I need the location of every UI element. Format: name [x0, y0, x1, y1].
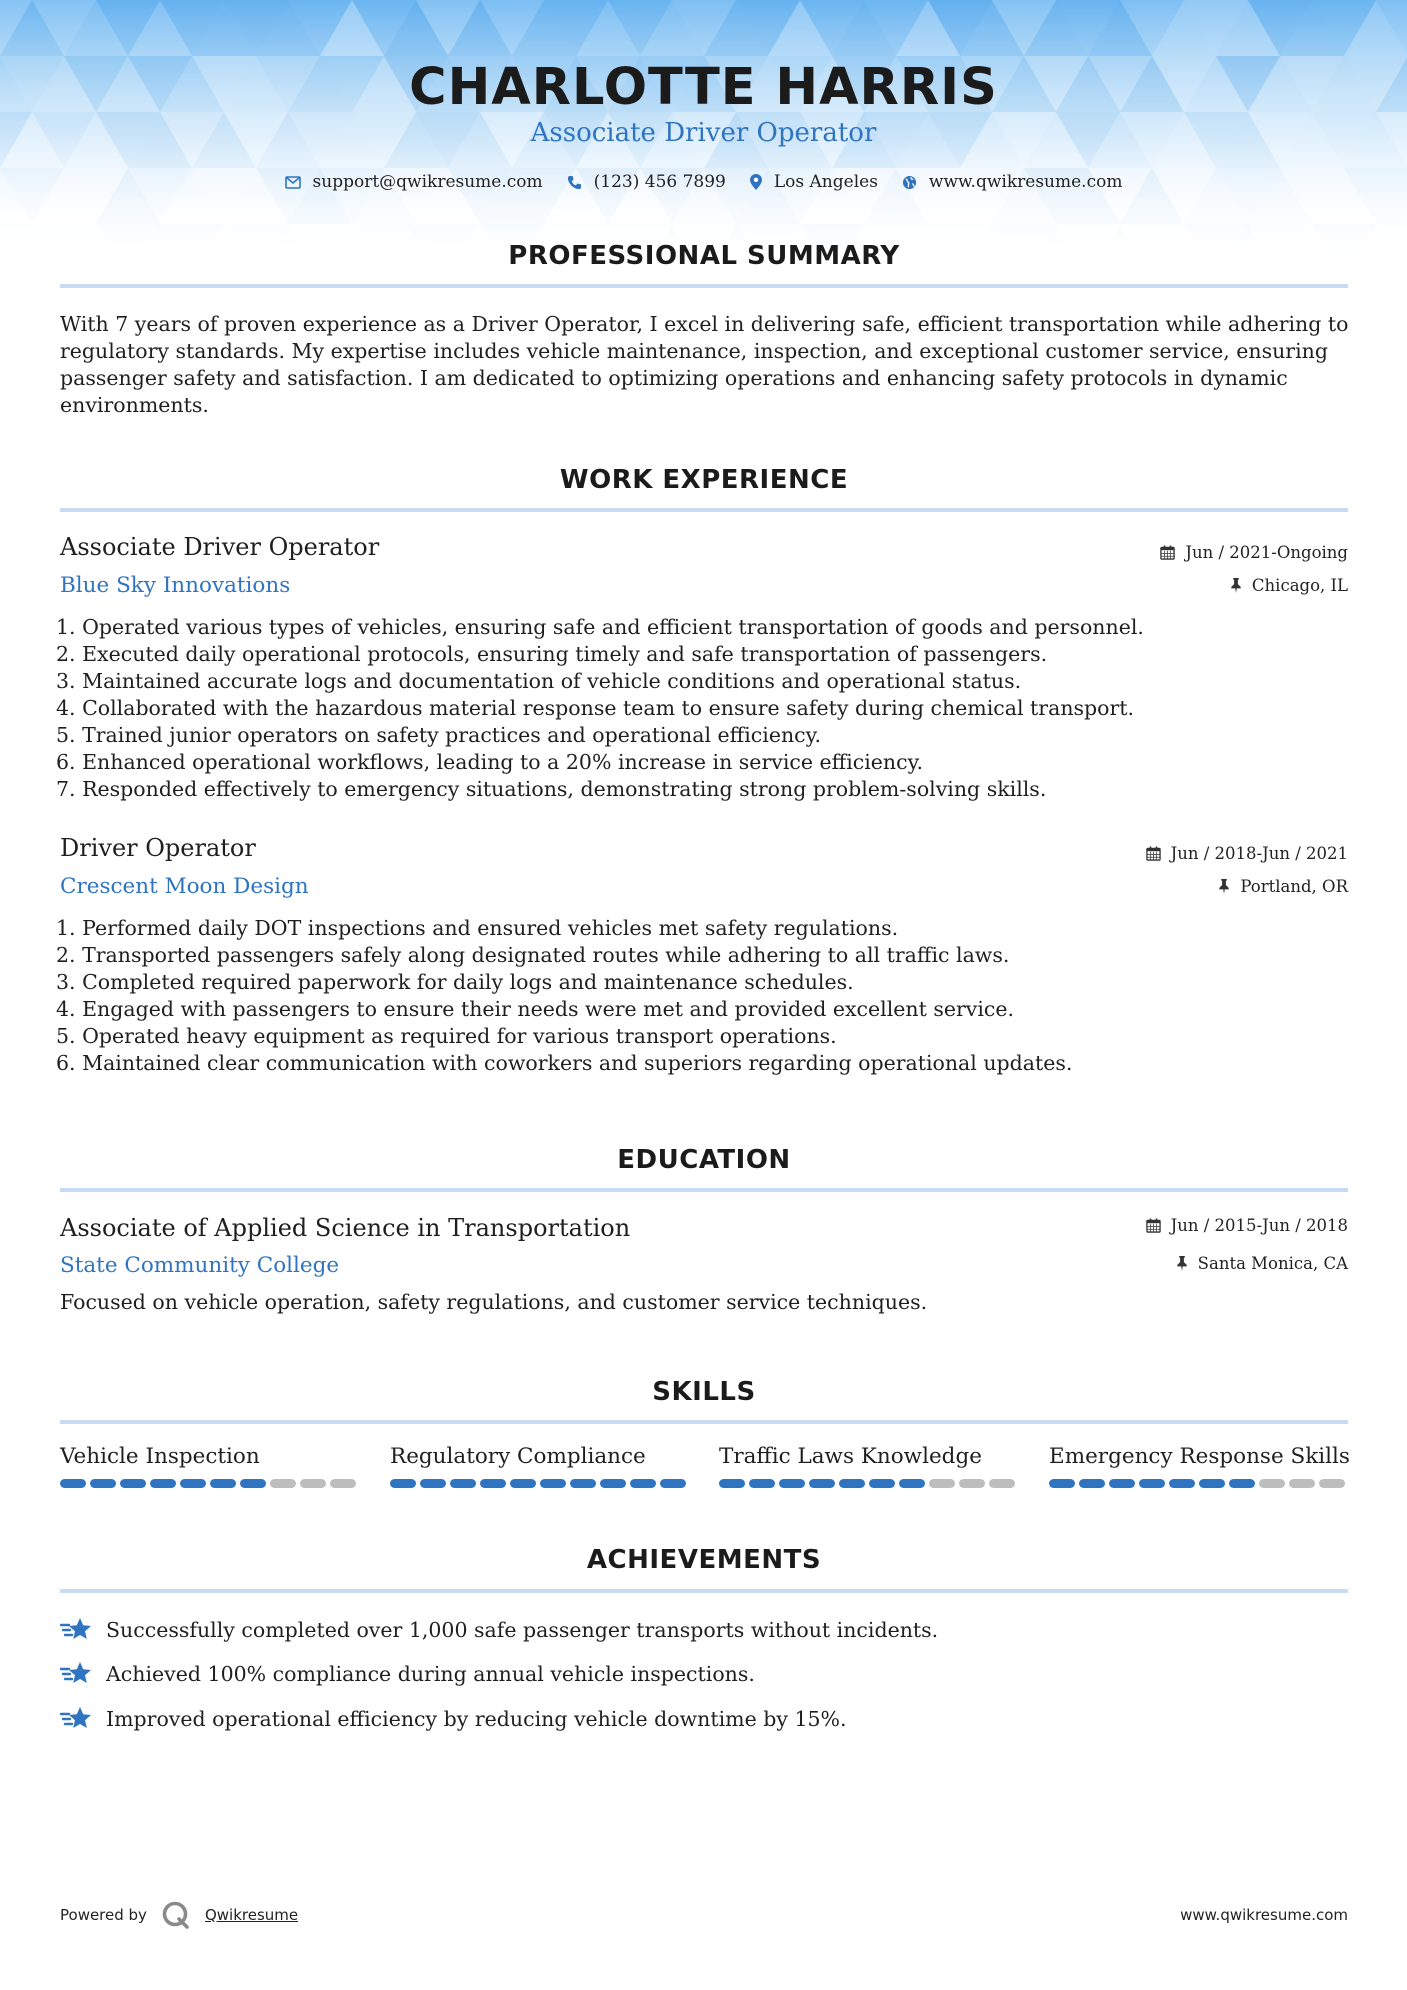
skill-dot	[300, 1479, 326, 1488]
skill-dot	[1169, 1479, 1195, 1488]
section-title-summary: PROFESSIONAL SUMMARY	[508, 241, 900, 271]
skill-dot	[749, 1479, 775, 1488]
job-dates-text: Jun / 2021-Ongoing	[1185, 543, 1348, 562]
contact-email-text: support@qwikresume.com	[312, 172, 543, 192]
skill-name: Regulatory Compliance	[390, 1444, 646, 1469]
skill-dot	[210, 1479, 236, 1488]
job-location	[1230, 576, 1348, 595]
skill-dot	[450, 1479, 476, 1488]
calendar-icon	[1146, 1218, 1161, 1233]
skill-dot	[150, 1479, 176, 1488]
contact-location	[750, 172, 878, 192]
section-divider	[60, 508, 1348, 512]
skill-dot	[660, 1479, 686, 1488]
skill-dot	[1289, 1479, 1315, 1488]
list-item: 2. Executed daily operational protocols, ensuring timely and safe transportation of passengers.	[56, 642, 1048, 666]
skill-dot	[1229, 1479, 1255, 1488]
skill-dot	[390, 1479, 416, 1488]
skill-dot	[869, 1479, 895, 1488]
list-item: 3. Completed required paperwork for daily logs and maintenance schedules.	[56, 970, 854, 994]
achievement-text: Improved operational efficiency by reducing vehicle downtime by 15%.	[106, 1707, 847, 1731]
skill-dot	[540, 1479, 566, 1488]
skill-dot	[1049, 1479, 1075, 1488]
job-company: Blue Sky Innovations	[60, 573, 291, 598]
skill-item	[1049, 1444, 1349, 1488]
list-item: 4. Engaged with passengers to ensure their needs were met and provided excellent service.	[56, 997, 1015, 1021]
list-item: 3. Maintained accurate logs and documentation of vehicle conditions and operational status.	[56, 669, 1022, 693]
skill-dot	[1259, 1479, 1285, 1488]
powered-by-label: Powered by	[60, 1906, 147, 1924]
skill-dot	[330, 1479, 356, 1488]
globe-icon	[902, 175, 917, 190]
contact-phone-text: (123) 456 7899	[593, 172, 726, 192]
skill-dot	[1139, 1479, 1165, 1488]
calendar-icon	[1160, 545, 1175, 560]
contact-email[interactable]	[285, 172, 543, 192]
pushpin-icon	[1218, 879, 1230, 894]
skill-dot	[120, 1479, 146, 1488]
skill-dot	[600, 1479, 626, 1488]
skill-item	[719, 1444, 1019, 1488]
job-location-text: Portland, OR	[1240, 877, 1348, 896]
achievement-item	[60, 1660, 755, 1688]
skill-dot	[899, 1479, 925, 1488]
candidate-role: Associate Driver Operator	[530, 118, 877, 148]
skill-dot	[779, 1479, 805, 1488]
contact-location-text: Los Angeles	[773, 172, 878, 192]
list-item: 5. Trained junior operators on safety practices and operational efficiency.	[56, 723, 822, 747]
skill-dot	[809, 1479, 835, 1488]
achievement-text: Achieved 100% compliance during annual vehicle inspections.	[106, 1662, 755, 1686]
job-title: Associate Driver Operator	[60, 533, 380, 561]
candidate-name: CHARLOTTE HARRIS	[409, 58, 998, 117]
skill-dot	[839, 1479, 865, 1488]
section-divider	[60, 1589, 1348, 1593]
section-title-education: EDUCATION	[617, 1145, 791, 1175]
list-item: 1. Performed daily DOT inspections and ensured vehicles met safety regulations.	[56, 916, 899, 940]
skill-dot	[1319, 1479, 1345, 1488]
skill-dot	[1079, 1479, 1105, 1488]
skill-dot	[719, 1479, 745, 1488]
list-item: 6. Maintained clear communication with coworkers and superiors regarding operational updates.	[56, 1051, 1073, 1075]
star-award-icon	[60, 1616, 92, 1644]
section-divider	[60, 1188, 1348, 1192]
phone-icon	[567, 175, 582, 190]
achievement-item	[60, 1616, 938, 1644]
star-award-icon	[60, 1705, 92, 1733]
skill-dot	[240, 1479, 266, 1488]
skill-dot	[959, 1479, 985, 1488]
skill-name: Emergency Response Skills	[1049, 1444, 1350, 1469]
education-degree: Associate of Applied Science in Transportation	[60, 1214, 631, 1242]
job-dates	[1160, 543, 1348, 562]
qwikresume-logo-icon	[161, 1900, 191, 1930]
education-location-text: Santa Monica, CA	[1197, 1254, 1348, 1273]
job-dates	[1146, 844, 1348, 863]
skill-name: Vehicle Inspection	[60, 1444, 260, 1469]
section-title-achievements: ACHIEVEMENTS	[586, 1545, 822, 1575]
pushpin-icon	[1230, 578, 1242, 593]
contact-website-text: www.qwikresume.com	[928, 172, 1123, 192]
education-dates-text: Jun / 2015-Jun / 2018	[1170, 1216, 1348, 1235]
job-title: Driver Operator	[60, 834, 256, 862]
skill-dot	[1199, 1479, 1225, 1488]
skill-dot	[630, 1479, 656, 1488]
education-dates	[1146, 1216, 1348, 1235]
contact-website[interactable]	[902, 172, 1123, 192]
skill-dot	[1109, 1479, 1135, 1488]
skill-rating	[719, 1479, 1019, 1488]
list-item: 4. Collaborated with the hazardous material response team to ensure safety during chemical transport.	[56, 696, 1135, 720]
list-item: 6. Enhanced operational workflows, leading to a 20% increase in service efficiency.	[56, 750, 923, 774]
achievement-text: Successfully completed over 1,000 safe passenger transports without incidents.	[106, 1618, 939, 1642]
skill-dot	[480, 1479, 506, 1488]
section-divider	[60, 1420, 1348, 1424]
contact-bar	[0, 172, 1407, 192]
footer-powered-by	[60, 1900, 298, 1930]
section-title-experience: WORK EXPERIENCE	[559, 465, 849, 495]
list-item: 2. Transported passengers safely along designated routes while adhering to all traffic laws.	[56, 943, 1010, 967]
contact-phone[interactable]	[567, 172, 726, 192]
skill-dot	[989, 1479, 1015, 1488]
skill-name: Traffic Laws Knowledge	[719, 1444, 982, 1469]
calendar-icon	[1146, 846, 1161, 861]
skill-rating	[390, 1479, 690, 1488]
skill-rating	[1049, 1479, 1349, 1488]
skill-dot	[570, 1479, 596, 1488]
pushpin-icon	[1176, 1256, 1188, 1271]
job-location	[1218, 877, 1348, 896]
job-company: Crescent Moon Design	[60, 874, 309, 899]
skill-dot	[420, 1479, 446, 1488]
summary-text: With 7 years of proven experience as a Driver Operator, I excel in delivering safe, efficient transportation while adhering to regulatory standards. My expertise includes vehicle maintenance, inspection, and exceptional customer service, ensuring passenger safety and satisfaction. I am dedicated to optimizing operations and enhancing safety protocols in dynamic environments.	[60, 312, 1349, 417]
achievement-item	[60, 1705, 847, 1733]
education-location	[1176, 1254, 1348, 1273]
skill-rating	[60, 1479, 360, 1488]
list-item: 7. Responded effectively to emergency situations, demonstrating strong problem-solving skills.	[56, 777, 1047, 801]
brand-link[interactable]: Qwikresume	[204, 1906, 299, 1924]
job-bullets	[56, 915, 1346, 1077]
skill-dot	[180, 1479, 206, 1488]
skill-dot	[270, 1479, 296, 1488]
education-school: State Community College	[60, 1253, 340, 1278]
envelope-icon	[285, 176, 301, 189]
skill-dot	[929, 1479, 955, 1488]
list-item: 5. Operated heavy equipment as required for various transport operations.	[56, 1024, 837, 1048]
list-item: 1. Operated various types of vehicles, ensuring safe and efficient transportation of goods and personnel.	[56, 615, 1144, 639]
star-award-icon	[60, 1660, 92, 1688]
skill-item	[390, 1444, 690, 1488]
skill-item	[60, 1444, 360, 1488]
map-pin-icon	[750, 174, 762, 190]
skill-dot	[510, 1479, 536, 1488]
job-dates-text: Jun / 2018-Jun / 2021	[1170, 844, 1348, 863]
job-location-text: Chicago, IL	[1251, 576, 1348, 595]
section-divider	[60, 284, 1348, 288]
education-description: Focused on vehicle operation, safety regulations, and customer service techniques.	[60, 1290, 928, 1314]
skill-dot	[90, 1479, 116, 1488]
section-title-skills: SKILLS	[652, 1377, 756, 1407]
footer-website[interactable]: www.qwikresume.com	[1180, 1906, 1348, 1924]
skill-dot	[60, 1479, 86, 1488]
job-bullets	[56, 614, 1346, 803]
